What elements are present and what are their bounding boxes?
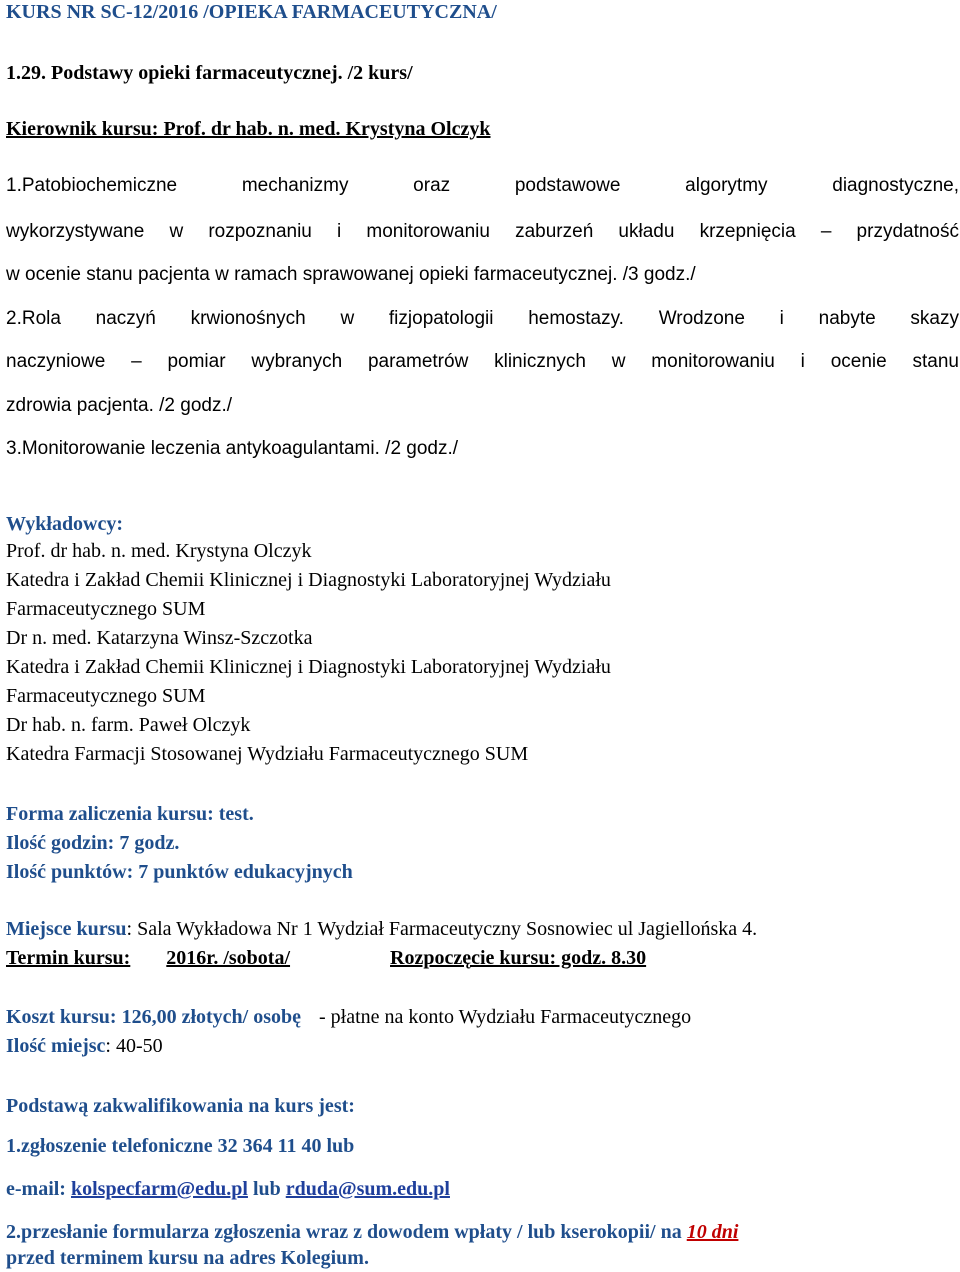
program-point-2-line-2 bbox=[6, 350, 959, 374]
qualification-step-2 bbox=[6, 1220, 738, 1244]
qualification-email-line bbox=[6, 1177, 450, 1201]
course-hours: Ilość godzin: 7 godz. bbox=[6, 832, 180, 854]
cost-label: Koszt kursu bbox=[6, 1006, 110, 1028]
program-p3: 3.Monitorowanie leczenia antykoagulantami. /2 godz./ bbox=[6, 438, 459, 459]
qualification-step-1: 1.zgłoszenie telefoniczne 32 364 11 40 lub bbox=[6, 1135, 355, 1157]
lecturers-heading: Wykładowcy: bbox=[6, 513, 124, 535]
course-cost bbox=[6, 1005, 691, 1029]
course-title: KURS NR SC-12/2016 /OPIEKA FARMACEUTYCZNA/ bbox=[6, 1, 497, 23]
course-topic: 1.29. Podstawy opieki farmaceutycznej. /2 kurs/ bbox=[6, 62, 413, 84]
course-points: Ilość punktów: 7 punktów edukacyjnych bbox=[6, 861, 353, 883]
program-p1-l1: 1.Patobiochemiczne mechanizmy oraz podstawowe algorytmy diagnostyczne, bbox=[6, 175, 959, 196]
lecturer-1-dept-line-2: Farmaceutycznego SUM bbox=[6, 598, 206, 620]
lecturer-3-name: Dr hab. n. farm. Paweł Olczyk bbox=[6, 714, 251, 736]
program-point-1-line-1 bbox=[6, 174, 959, 198]
lecturer-2-dept-line-2: Farmaceutycznego SUM bbox=[6, 685, 206, 707]
place-value: : Sala Wykładowa Nr 1 Wydział Farmaceutyczny Sosnowiec ul Jagiellońska 4. bbox=[126, 918, 758, 940]
qualification-heading: Podstawą zakwalifikowania na kurs jest: bbox=[6, 1095, 355, 1117]
lecturer-1-name: Prof. dr hab. n. med. Krystyna Olczyk bbox=[6, 540, 312, 562]
place-label: Miejsce kursu bbox=[6, 918, 127, 940]
seats-value: : 40-50 bbox=[105, 1035, 163, 1057]
seats-label: Ilość miejsc bbox=[6, 1035, 106, 1057]
program-p1-l2: wykorzystywane w rozpoznaniu i monitorowaniu zaburzeń układu krzepnięcia – przydatność bbox=[6, 221, 959, 242]
email-link-2[interactable]: rduda@sum.edu.pl bbox=[285, 1178, 450, 1200]
email-link-1[interactable]: kolspecfarm@edu.pl bbox=[70, 1178, 248, 1200]
email-label: e-mail: bbox=[6, 1178, 66, 1200]
course-place bbox=[6, 917, 757, 941]
program-point-2-line-1 bbox=[6, 307, 959, 331]
start-time: Rozpoczęcie kursu: godz. 8.30 bbox=[390, 947, 647, 969]
program-p2-l1: 2.Rola naczyń krwionośnych w fizjopatologii hemostazy. Wrodzone i nabyte skazy bbox=[6, 308, 959, 329]
lecturer-2-name: Dr n. med. Katarzyna Winsz-Szczotka bbox=[6, 627, 313, 649]
step2-days: 10 dni bbox=[686, 1221, 739, 1243]
course-date-line bbox=[6, 946, 646, 970]
date-label: Termin kursu: bbox=[6, 947, 131, 969]
step2-text: 2.przesłanie formularza zgłoszenia wraz z dowodem wpłaty / lub kserokopii/ na bbox=[6, 1221, 682, 1243]
course-seats bbox=[6, 1034, 163, 1058]
course-head: Kierownik kursu: Prof. dr hab. n. med. Krystyna Olczyk bbox=[6, 118, 491, 140]
cost-note: - płatne na konto Wydziału Farmaceutycznego bbox=[319, 1006, 692, 1028]
program-p2-l2: naczyniowe – pomiar wybranych parametrów klinicznych w monitorowaniu i ocenie stanu bbox=[6, 351, 959, 372]
program-point-1-line-2 bbox=[6, 220, 959, 244]
email-or: lub bbox=[252, 1178, 281, 1200]
cost-value: : 126,00 złotych/ osobę bbox=[109, 1006, 301, 1028]
date-value: 2016r. /sobota/ bbox=[166, 947, 291, 969]
program-p2-l3: zdrowia pacjenta. /2 godz./ bbox=[6, 395, 233, 416]
lecturer-3-dept: Katedra Farmacji Stosowanej Wydziału Farmaceutycznego SUM bbox=[6, 743, 529, 765]
lecturer-2-dept-line-1: Katedra i Zakład Chemii Klinicznej i Diagnostyki Laboratoryjnej Wydziału bbox=[6, 656, 611, 678]
program-p1-l3: w ocenie stanu pacjenta w ramach sprawowanej opieki farmaceutycznej. /3 godz./ bbox=[6, 264, 696, 285]
qualification-step-2-cont: przed terminem kursu na adres Kolegium. bbox=[6, 1247, 369, 1269]
assessment-form: Forma zaliczenia kursu: test. bbox=[6, 803, 254, 825]
lecturer-1-dept-line-1: Katedra i Zakład Chemii Klinicznej i Diagnostyki Laboratoryjnej Wydziału bbox=[6, 569, 611, 591]
